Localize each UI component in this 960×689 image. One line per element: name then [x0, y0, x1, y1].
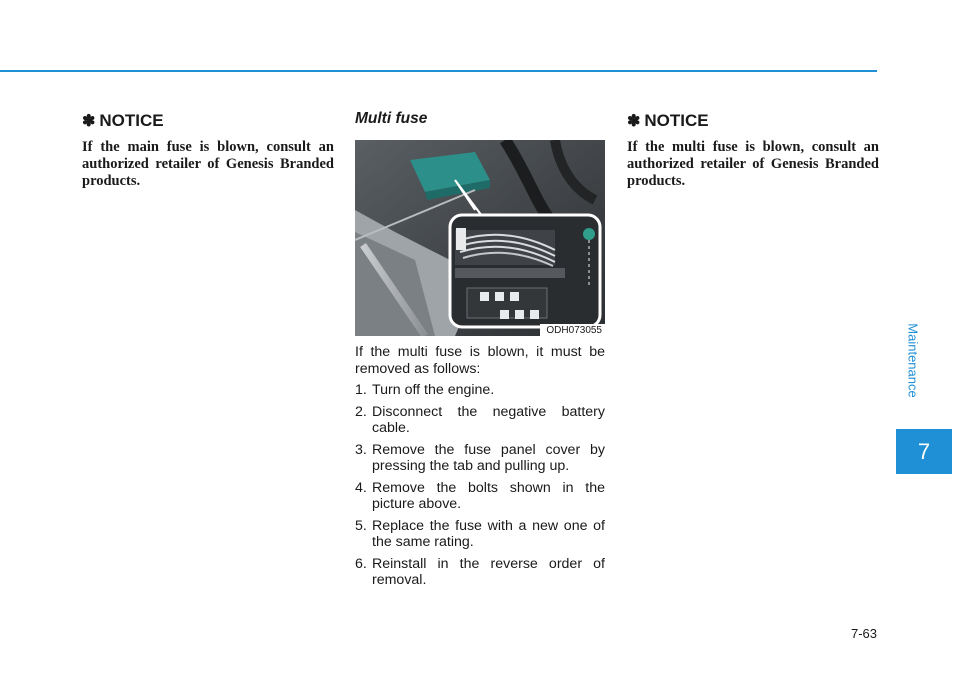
notice-title: NOTICE	[99, 111, 164, 130]
notice-body: If the main fuse is blown, consult an authorized retailer of Genesis Branded products.	[82, 139, 334, 189]
page-number: 7-63	[850, 626, 877, 641]
notice-body: If the multi fuse is blown, consult an authorized retailer of Genesis Branded products.	[627, 139, 879, 189]
top-rule	[0, 70, 877, 72]
notice-heading	[627, 110, 879, 132]
list-item: 1. Turn off the engine.	[355, 382, 495, 398]
figure-code: ODH073055	[540, 324, 605, 336]
chapter-label	[898, 290, 928, 430]
right-notice	[627, 110, 879, 190]
engine-bay-figure	[355, 140, 605, 336]
notice-star-icon: ✽	[82, 113, 96, 130]
engine-bay-illustration	[355, 140, 605, 336]
left-notice	[82, 110, 334, 190]
notice-star-icon: ✽	[627, 113, 641, 130]
notice-heading	[82, 110, 334, 132]
list-item: 3. Remove the fuse panel cover by pressing the tab and pulling up.	[355, 441, 605, 474]
list-item: 6. Reinstall in the reverse order of removal.	[355, 555, 605, 588]
list-item: 5. Replace the fuse with a new one of the same rating.	[355, 517, 605, 550]
multi-fuse-section	[355, 110, 605, 594]
list-item: 4. Remove the bolts shown in the picture above.	[355, 479, 605, 512]
chapter-number-tab: 7	[896, 429, 952, 474]
intro-text: If the multi fuse is blown, it must be removed as follows:	[355, 344, 605, 377]
steps-list	[355, 382, 605, 589]
section-title: Multi fuse	[355, 110, 428, 127]
list-item: 2. Disconnect the negative battery cable.	[355, 403, 605, 436]
chapter-label-text: Maintenance	[905, 322, 921, 398]
notice-title: NOTICE	[644, 111, 709, 130]
